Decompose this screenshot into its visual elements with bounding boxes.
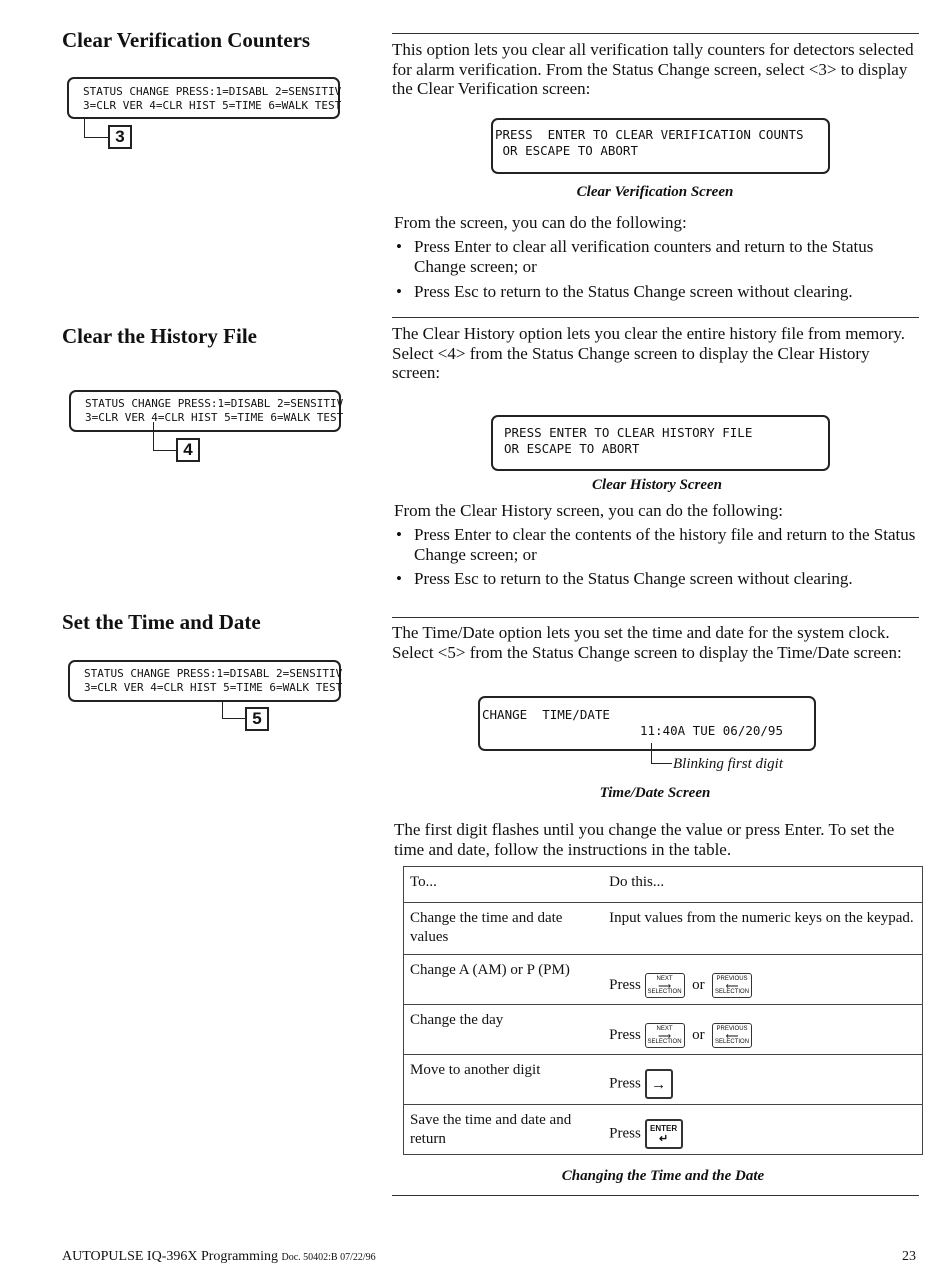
table-row xyxy=(404,1105,923,1155)
figure-caption: Clear History Screen xyxy=(592,477,722,493)
or-label: or xyxy=(692,976,705,993)
press-label: Press xyxy=(609,976,641,993)
next-selection-key-icon: NEXT ⟶ SELECTION xyxy=(645,1023,685,1048)
doc-title: AUTOPULSE IQ-396X Programming xyxy=(62,1249,278,1264)
bullet-item: • Press Enter to clear all verification counters and return to the Status Change screen; or xyxy=(394,237,919,277)
next-selection-key-icon: NEXT ⟶ SELECTION xyxy=(645,973,685,998)
table-cell xyxy=(603,955,922,1005)
screen-line-1: PRESS ENTER TO CLEAR VERIFICATION COUNTS xyxy=(495,127,804,142)
callout-key-3: 3 xyxy=(108,125,132,149)
screen-line-2: OR ESCAPE TO ABORT xyxy=(495,143,638,158)
table-cell xyxy=(603,1105,922,1155)
table-row xyxy=(404,955,923,1005)
menu-line-1: STATUS CHANGE PRESS:1=DISABL 2=SENSITIV xyxy=(83,85,342,98)
clear-history-screen xyxy=(491,415,830,471)
time-intro: The Time/Date option lets you set the time and date for the system clock. Select <5> from the Status Change screen to display the Time/Date screen: xyxy=(392,623,902,662)
history-followup: From the Clear History screen, you can do the following: xyxy=(394,501,784,520)
menu-line-1: STATUS CHANGE PRESS:1=DISABL 2=SENSITIV xyxy=(85,397,344,410)
table-cell: Input values from the numeric keys on the keypad. xyxy=(603,903,922,955)
figure-caption: Time/Date Screen xyxy=(599,785,711,801)
menu-line-2: 3=CLR VER 4=CLR HIST 5=TIME 6=WALK TEST xyxy=(83,99,342,112)
callout-leader xyxy=(84,117,109,138)
heading-set-time-date: Set the Time and Date xyxy=(62,610,261,634)
table-cell xyxy=(603,1005,922,1055)
history-intro: The Clear History option lets you clear the entire history file from memory. Select <4> from the Status Change screen to display the Clear History screen: xyxy=(392,324,906,382)
table-row xyxy=(404,867,923,903)
callout-key-4: 4 xyxy=(176,438,200,462)
status-change-menu-screen xyxy=(69,390,344,432)
bullet-item: • Press Esc to return to the Status Change screen without clearing. xyxy=(394,282,934,302)
table-header: To... xyxy=(404,867,604,903)
table-cell: Save the time and date and return xyxy=(404,1105,604,1155)
press-label: Press xyxy=(609,1125,641,1142)
time-followup: The first digit flashes until you change the value or press Enter. To set the time and date, follow the instructions in the table. xyxy=(394,820,895,859)
table-cell: Change the time and date values xyxy=(404,903,604,955)
screen-line-1: PRESS ENTER TO CLEAR HISTORY FILE xyxy=(504,425,753,440)
section-rule xyxy=(392,617,919,618)
press-label: Press xyxy=(609,1075,641,1092)
verification-intro: This option lets you clear all verification tally counters for detectors selected for alarm verification. From the Status Change screen, select <3> to display the Clear Verification screen: xyxy=(392,40,914,98)
table-cell xyxy=(603,1055,922,1105)
bullet-item: • Press Esc to return to the Status Change screen without clearing. xyxy=(394,569,934,589)
previous-selection-key-icon: PREVIOUS ⟵ SELECTION xyxy=(712,973,752,998)
table-row xyxy=(404,903,923,955)
doc-number: Doc. 50402:B 07/22/96 xyxy=(281,1252,376,1263)
clear-verification-screen xyxy=(491,118,830,174)
screen-line-2: 11:40A TUE 06/20/95 xyxy=(640,723,783,738)
heading-clear-verification: Clear Verification Counters xyxy=(62,28,311,52)
time-date-instructions-table xyxy=(403,866,923,1155)
enter-key-icon: ENTER ↵ xyxy=(645,1119,683,1149)
table-caption: Changing the Time and the Date xyxy=(561,1168,765,1184)
press-label: Press xyxy=(609,1026,641,1043)
menu-line-1: STATUS CHANGE PRESS:1=DISABL 2=SENSITIV xyxy=(84,667,343,680)
callout-leader xyxy=(153,422,177,451)
figure-caption: Clear Verification Screen xyxy=(576,184,734,200)
footer-title xyxy=(62,1249,376,1265)
table-header: Do this... xyxy=(603,867,922,903)
table-row xyxy=(404,1005,923,1055)
or-label: or xyxy=(692,1026,705,1043)
previous-selection-key-icon: PREVIOUS ⟵ SELECTION xyxy=(712,1023,752,1048)
blink-leader xyxy=(651,743,672,764)
callout-key-5: 5 xyxy=(245,707,269,731)
section-rule xyxy=(392,33,919,34)
menu-line-2: 3=CLR VER 4=CLR HIST 5=TIME 6=WALK TEST xyxy=(84,681,343,694)
callout-leader xyxy=(222,700,246,719)
table-cell: Change A (AM) or P (PM) xyxy=(404,955,604,1005)
bullet-item: • Press Enter to clear the contents of the history file and return to the Status Change screen; or xyxy=(394,525,919,565)
status-change-menu-screen xyxy=(68,660,341,702)
heading-clear-history: Clear the History File xyxy=(62,324,257,348)
section-rule xyxy=(392,317,919,318)
menu-line-2: 3=CLR VER 4=CLR HIST 5=TIME 6=WALK TEST xyxy=(85,411,344,424)
status-change-menu-screen xyxy=(67,77,340,119)
section-rule xyxy=(392,1195,919,1196)
verification-followup: From the screen, you can do the following: xyxy=(394,213,687,232)
table-cell: Change the day xyxy=(404,1005,604,1055)
table-cell: Move to another digit xyxy=(404,1055,604,1105)
blinking-digit-note: Blinking first digit xyxy=(673,756,784,772)
right-arrow-key-icon: → xyxy=(645,1069,673,1099)
screen-line-2: OR ESCAPE TO ABORT xyxy=(504,441,640,456)
table-row xyxy=(404,1055,923,1105)
page-number: 23 xyxy=(902,1249,916,1264)
screen-line-1: CHANGE TIME/DATE xyxy=(482,707,610,722)
time-date-screen xyxy=(478,696,816,751)
